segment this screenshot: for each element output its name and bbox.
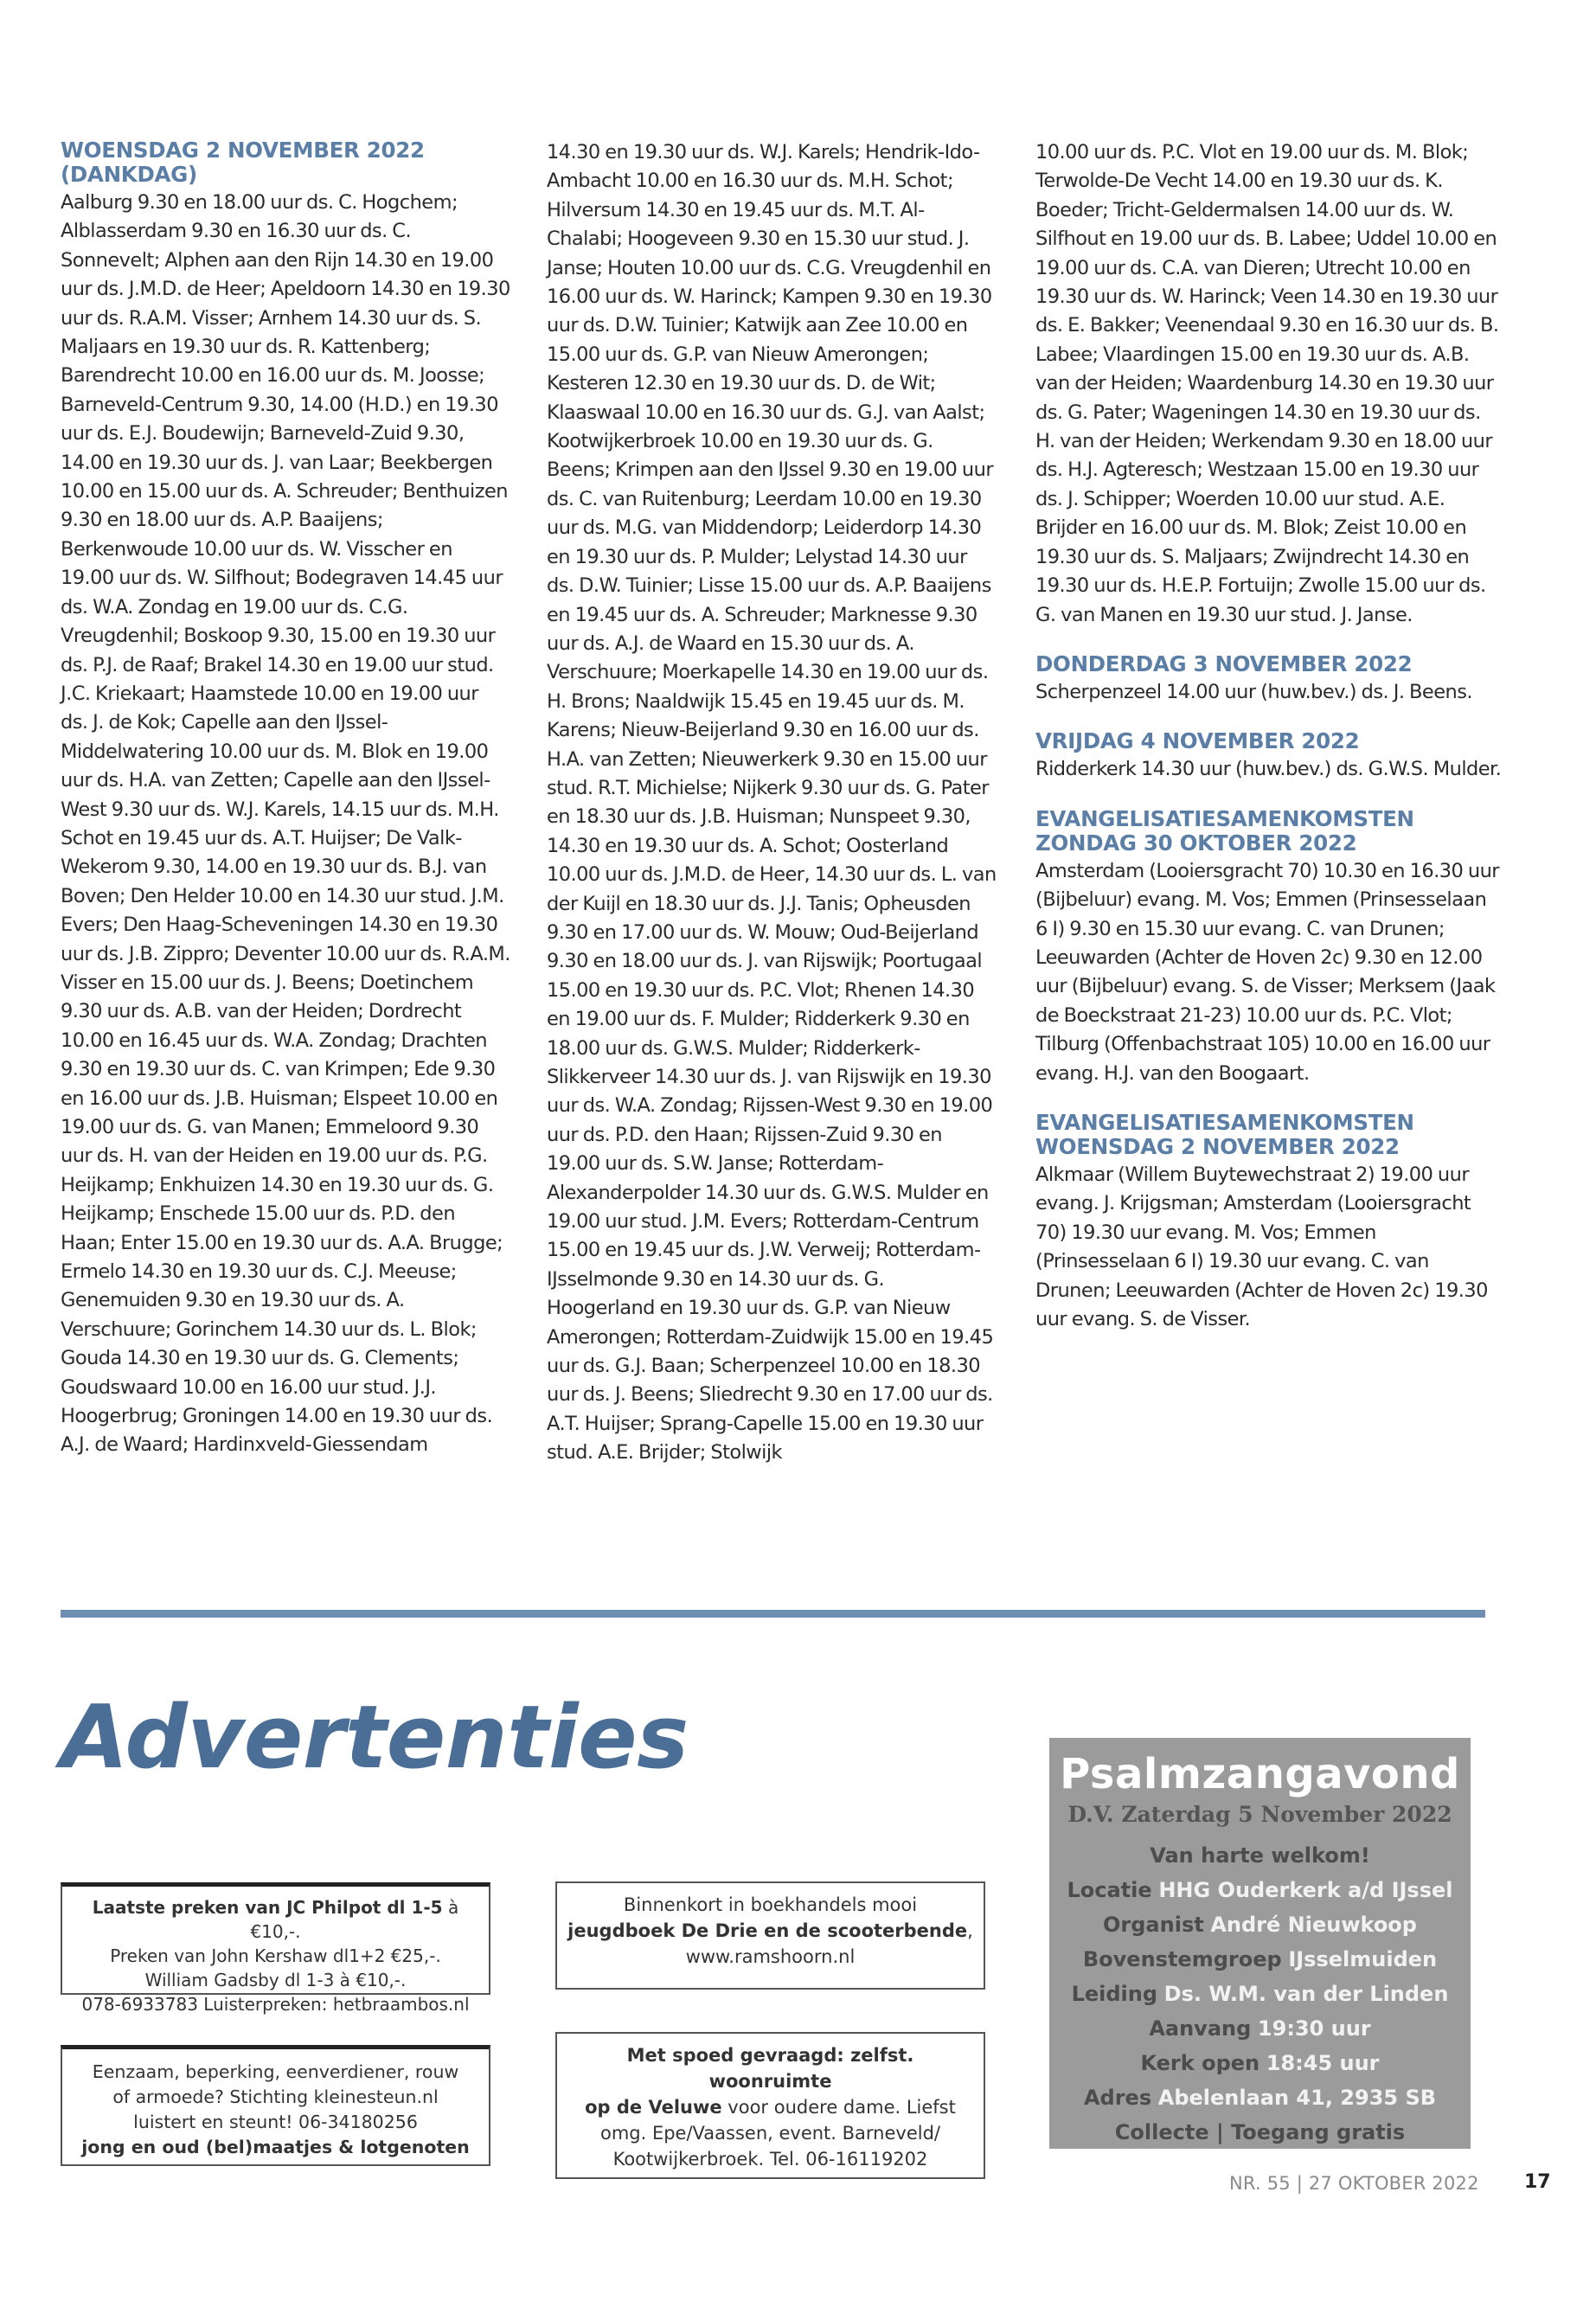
ad-line: omg. Epe/Vaassen, event. Barneveld/ [599,2123,941,2144]
section-donderdag [1035,652,1503,707]
poster-footer [1049,2115,1471,2150]
ad-bold: Laatste preken van JC Philpot dl 1-5 [92,1897,443,1918]
poster-key: Aanvang [1149,2016,1252,2041]
poster-value: IJsselmuiden [1288,1947,1438,1971]
section-vrijdag [1035,729,1503,784]
section-heading: VRIJDAG 4 NOVEMBER 2022 [1035,728,1360,754]
poster-key: Bovenstemgroep [1082,1947,1282,1971]
ad-line: Preken van John Kershaw dl1+2 €25,-. [110,1945,441,1966]
column-2 [547,138,997,1468]
section-evangelisatie-zondag [1035,807,1503,1088]
section-heading: EVANGELISATIESAMENKOMSTEN WOENSDAG 2 NOVEMBER 2022 [1035,1109,1414,1159]
section-heading: DONDERDAG 3 NOVEMBER 2022 [1035,651,1413,676]
section-text: Amsterdam (Looiersgracht 70) 10.30 en 16.30 uur (Bijbeluur) evang. M. Vos; Emmen (Prinsesselaan 6 I) 9.30 en 15.30 uur evang. C. van Drunen; Leeuwarden (Achter de Hoven 2c) 9.30 en 12.00 uur (Bijbeluur) evang. S. de Visser; Merksem (Jaak de Boeckstraat 21-23) 10.00 uur ds. P.C. Vlot; Tilburg (Offenbachstraat 105) 10.00 en 16.00 uur evang. H.J. van den Boogaart. [1035,859,1500,1085]
poster-value: 19:30 uur [1257,2016,1371,2041]
ad-woonruimte [555,2032,985,2179]
section-continuation [1035,138,1503,630]
section-text: Ridderkerk 14.30 uur (huw.bev.) ds. G.W.S. Mulder. [1035,758,1502,781]
section-divider [61,1610,1485,1618]
ad-line: Kootwijkerbroek. Tel. 06-16119202 [612,2149,928,2170]
ad-line: 078-6933783 Luisterpreken: hetbraambos.nl [81,1994,470,2015]
ads-title: Advertenties [61,1686,689,1788]
issue-info: NR. 55 | 27 OKTOBER 2022 [1229,2173,1479,2194]
poster-welcome-text: Van harte welkom! [1150,1843,1370,1868]
section-text: 14.30 en 19.30 uur ds. W.J. Karels; Hendrik-Ido-Ambacht 10.00 en 16.30 uur ds. M.H. Schot; Hilversum 14.30 en 19.45 uur ds. M.T. Al-Chalabi; Hoogeveen 9.30 en 15.30 uur stud. J. Janse; Houten 10.00 uur ds. C.G. Vreugdenhil en 16.00 uur ds. W. Harinck; Kampen 9.30 en 19.30 uur ds. D.W. Tuinier; Katwijk aan Zee 10.00 en 15.00 uur ds. G.P. van Nieuw Amerongen; Kesteren 12.30 en 19.30 uur ds. D. de Wit; Klaaswaal 10.00 en 16.30 uur ds. G.J. van Aalst; Kootwijkerbroek 10.00 en 19.30 uur ds. G. Beens; Krimpen aan den IJssel 9.30 en 19.00 uur ds. C. van Ruitenburg; Leerdam 10.00 en 19.30 uur ds. M.G. van Middendorp; Leiderdorp 14.30 en 19.30 uur ds. P. Mulder; Lelystad 14.30 uur ds. D.W. Tuinier; Lisse 15.00 uur ds. A.P. Baaijens en 19.45 uur ds. A. Schreuder; Marknesse 9.30 uur ds. A.J. de Waard en 15.30 uur ds. A. Verschuure; Moerkapelle 14.30 en 19.00 uur ds. H. Brons; Naaldwijk 15.45 en 19.45 uur ds. M. Karens; Nieuw-Beijerland 9.30 en 16.00 uur ds. H.A. van Zetten; Nieuwerkerk 9.30 en 15.00 uur stud. R.T. Michielse; Nijkerk 9.30 uur ds. G. Pater en 18.30 uur ds. J.B. Huisman; Nunspeet 9.30, 14.30 en 19.30 uur ds. A. Schot; Oosterland 10.00 uur ds. J.M.D. de Heer, 14.30 uur ds. L. van der Kuijl en 18.30 uur ds. J.J. Tanis; Opheusden 9.30 en 17.00 uur ds. W. Mouw; Oud-Beijerland 9.30 en 18.00 uur ds. J. van Rijswijk; Poortugaal 15.00 en 19.30 uur ds. P.C. Vlot; Rhenen 14.30 en 19.00 uur ds. F. Mulder; Ridderkerk 9.30 en 18.00 uur ds. G.W.S. Mulder; Ridderkerk-Slikkerveer 14.30 uur ds. J. van Rijswijk en 19.30 uur ds. W.A. Zondag; Rijssen-West 9.30 en 19.00 uur ds. P.D. den Haan; Rijssen-Zuid 9.30 en 19.00 uur ds. S.W. Janse; Rotterdam-Alexanderpolder 14.30 uur ds. G.W.S. Mulder en 19.00 uur stud. J.M. Evers; Rotterdam-Centrum 15.00 en 19.45 uur ds. J.W. Verweij; Rotterdam-IJsselmonde 9.30 en 14.30 uur ds. G. Hoogerland en 19.30 uur ds. G.P. van Nieuw Amerongen; Rotterdam-Zuidwijk 15.00 en 19.45 uur ds. G.J. Baan; Scherpenzeel 10.00 en 18.30 uur ds. J. Beens; Sliedrecht 9.30 en 17.00 uur ds. A.T. Huijser; Sprang-Capelle 15.00 en 19.30 uur stud. A.E. Brijder; Stolwijk [547,141,997,1465]
ad-line [566,2094,975,2120]
ad-text: à €10,-. [250,1897,459,1942]
poster-value: Abelenlaan 41, 2935 SB [1157,2086,1437,2110]
section-text: 10.00 uur ds. P.C. Vlot en 19.00 uur ds. M. Blok; Terwolde-De Vecht 14.00 en 19.30 uur ds. K. Boeder; Tricht-Geldermalsen 14.00 uur ds. W. Silfhout en 19.00 uur ds. B. Labee; Uddel 10.00 en 19.00 uur ds. C.A. van Dieren; Utrecht 10.00 en 19.30 uur ds. W. Harinck; Veen 14.30 en 19.30 uur ds. E. Bakker; Veenendaal 9.30 en 16.30 uur ds. B. Labee; Vlaardingen 15.00 en 19.30 uur ds. A.B. van der Heiden; Waardenburg 14.30 en 19.30 uur ds. G. Pater; Wageningen 14.30 en 19.30 uur ds. H. van der Heiden; Werkendam 9.30 en 18.00 uur ds. H.J. Agteresch; Westzaan 15.00 en 19.30 uur ds. J. Schipper; Woerden 10.00 uur stud. A.E. Brijder en 16.00 uur ds. M. Blok; Zeist 10.00 en 19.30 uur ds. S. Maljaars; Zwijndrecht 14.30 en 19.30 uur ds. H.E.P. Fortuijn; Zwolle 15.00 uur ds. G. van Manen en 19.30 uur stud. J. Janse. [1035,141,1499,626]
poster-row [1049,1977,1471,2011]
poster-row [1049,1873,1471,1907]
poster-row [1049,1942,1471,1977]
section-heading: EVANGELISATIESAMENKOMSTEN ZONDAG 30 OKTOBER 2022 [1035,805,1414,856]
ad-line: Binnenkort in boekhandels mooi [623,1894,918,1915]
ad-bold: jeugdboek De Drie en de scooterbende [567,1920,968,1941]
poster-key: Organist [1103,1913,1204,1937]
section-heading: WOENSDAG 2 NOVEMBER 2022 (DANKDAG) [61,138,425,187]
poster-key: Adres [1083,2086,1152,2110]
poster-row [1049,1907,1471,1942]
ad-line: luistert en steunt! 06-34180256 [133,2112,418,2132]
poster-welcome [1049,1838,1471,1873]
ad-line: Eenzaam, beperking, eenverdiener, rouw [92,2061,459,2082]
ad-text: , [967,1920,973,1941]
poster-key: Leiding [1071,1982,1158,2006]
ad-kleinesteun [61,2045,490,2166]
poster-footer-text: Collecte | Toegang gratis [1114,2120,1406,2144]
ad-bold: op de Veluwe [585,2097,722,2118]
poster-value: HHG Ouderkerk a/d IJssel [1158,1878,1453,1902]
poster-value: Ds. W.M. van der Linden [1163,1982,1449,2006]
poster-key: Locatie [1067,1878,1152,1902]
psalmzangavond-poster [1049,1738,1471,2149]
poster-value: 18:45 uur [1266,2051,1380,2075]
ad-jeugdboek [555,1881,985,1990]
poster-row [1049,2046,1471,2080]
ad-philpot [61,1882,490,2015]
poster-row [1049,2011,1471,2046]
ad-line: Met spoed gevraagd: zelfst. woonruimte [626,2045,914,2092]
section-text: Alkmaar (Willem Buytewechstraat 2) 19.00 uur evang. J. Krijgsman; Amsterdam (Looiersgracht 70) 19.30 uur evang. M. Vos; Emmen (Prinsesselaan 6 I) 19.30 uur evang. C. van Drunen; Leeuwarden (Achter de Hoven 2c) 19.30 uur evang. S. de Visser. [1035,1163,1488,1330]
ad-line: of armoede? Stichting kleinesteun.nl [112,2086,439,2107]
ad-line: www.ramshoorn.nl [685,1946,856,1967]
poster-title: Psalmzangavond [1060,1750,1460,1798]
section-text: Scherpenzeel 14.00 uur (huw.bev.) ds. J. Beens. [1035,680,1472,703]
ad-line: William Gadsby dl 1-3 à €10,-. [144,1970,407,1990]
poster-value: André Nieuwkoop [1210,1913,1417,1937]
poster-row [1049,2080,1471,2115]
section-evangelisatie-woensdag [1035,1111,1503,1334]
page-number: 17 [1524,2171,1551,2193]
ad-text: voor oudere dame. Liefst [721,2097,956,2118]
ad-line [566,1918,975,1944]
poster-key: Kerk open [1140,2051,1260,2075]
section-text: Aalburg 9.30 en 18.00 uur ds. C. Hogchem; Alblasserdam 9.30 en 16.30 uur ds. C. Sonnevelt; Alphen aan den Rijn 14.30 en 19.00 uur ds. J.M.D. de Heer; Apeldoorn 14.30 en 19.30 uur ds. R.A.M. Visser; Arnhem 14.30 uur ds. S. Maljaars en 19.30 uur ds. R. Kattenberg; Barendrecht 10.00 en 16.00 uur ds. M. Joosse; Barneveld-Centrum 9.30, 14.00 (H.D.) en 19.30 uur ds. E.J. Boudewijn; Barneveld-Zuid 9.30, 14.00 en 19.30 uur ds. J. van Laar; Beekbergen 10.00 en 15.00 uur ds. A. Schreuder; Benthuizen 9.30 en 18.00 uur ds. A.P. Baaijens; Berkenwoude 10.00 uur ds. W. Visscher en 19.00 uur ds. W. Silfhout; Bodegraven 14.45 uur ds. W.A. Zondag en 19.00 uur ds. C.G. Vreugdenhil; Boskoop 9.30, 15.00 en 19.30 uur ds. P.J. de Raaf; Brakel 14.30 en 19.00 uur stud. J.C. Kriekaart; Haamstede 10.00 en 19.00 uur ds. J. de Kok; Capelle aan den IJssel-Middelwatering 10.00 uur ds. M. Blok en 19.00 uur ds. H.A. van Zetten; Capelle aan den IJssel-West 9.30 uur ds. W.J. Karels, 14.15 uur ds. M.H. Schot en 19.45 uur ds. A.T. Huijser; De Valk-Wekerom 9.30, 14.00 en 19.30 uur ds. B.J. van Boven; Den Helder 10.00 en 14.30 uur stud. J.M. Evers; Den Haag-Scheveningen 14.30 en 19.30 uur ds. J.B. Zippro; Deventer 10.00 uur ds. R.A.M. Visser en 15.00 uur ds. J. Beens; Doetinchem 9.30 uur ds. A.B. van der Heiden; Dordrecht 10.00 en 16.45 uur ds. W.A. Zondag; Drachten 9.30 en 19.30 uur ds. C. van Krimpen; Ede 9.30 en 16.00 uur ds. J.B. Huisman; Elspeet 10.00 en 19.00 uur ds. G. van Manen; Emmeloord 9.30 uur ds. H. van der Heiden en 19.00 uur ds. P.G. Heijkamp; Enkhuizen 14.30 en 19.30 uur ds. G. Heijkamp; Enschede 15.00 uur ds. P.D. den Haan; Enter 15.00 en 19.30 uur ds. A.A. Brugge; Ermelo 14.30 en 19.30 uur ds. C.J. Meeuse; Genemuiden 9.30 en 19.30 uur ds. A. Verschuure; Gorinchem 14.30 uur ds. L. Blok; Gouda 14.30 en 19.30 uur ds. G. Clements; Goudswaard 10.00 en 16.00 uur stud. J.J. Hoogerbrug; Groningen 14.00 en 19.30 uur ds. A.J. de Waard; Hardinxveld-Giessendam [61,191,510,1457]
section-woensdag [61,138,510,1460]
ad-line [71,1895,480,1944]
column-3 [1035,138,1503,1356]
column-1 [61,138,510,1483]
poster-date: D.V. Zaterdag 5 November 2022 [1067,1802,1452,1827]
ad-line: jong en oud (bel)maatjes & lotgenoten [81,2137,470,2157]
